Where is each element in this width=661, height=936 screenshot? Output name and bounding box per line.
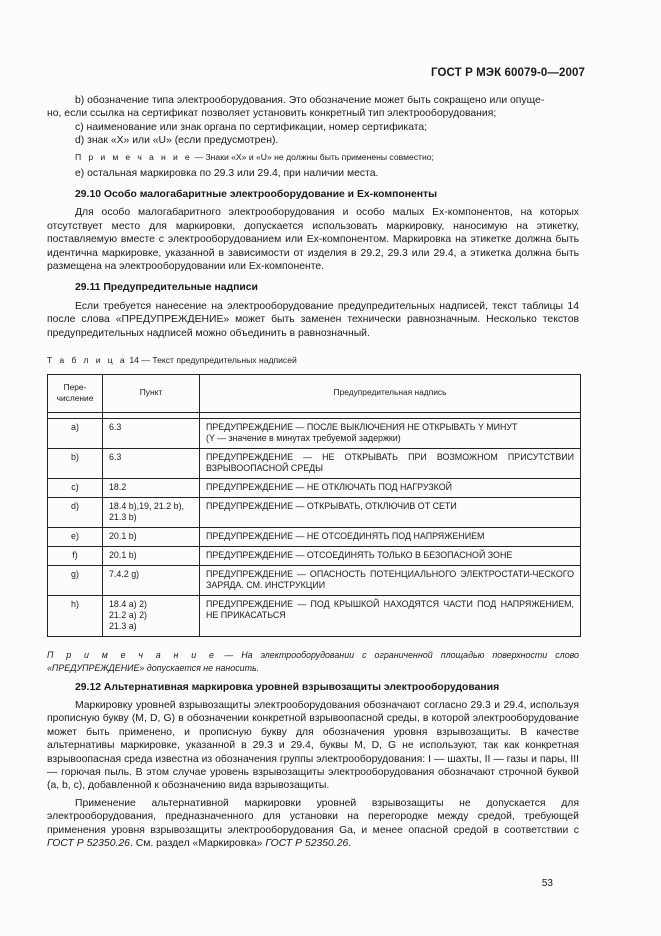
table-note-text: — На электрооборудовании с ограниченной площадью поверхности слово «ПРЕДУПРЕЖДЕНИЕ» допускается не наносить. bbox=[47, 649, 579, 673]
row-enum: d) bbox=[48, 497, 103, 527]
item-b-line2: но, если ссылка на сертификат позволяет установить конкретный тип электрооборудования; bbox=[47, 108, 497, 120]
table-row bbox=[48, 497, 581, 527]
table-row bbox=[48, 527, 581, 546]
row-warning: ПРЕДУПРЕЖДЕНИЕ — НЕ ОТКРЫВАТЬ ПРИ ВОЗМОЖНОМ ПРИСУТСТВИИ ВЗРЫВООПАСНОЙ СРЕДЫ bbox=[200, 448, 581, 478]
row-clause: 18.2 bbox=[103, 478, 200, 497]
header-clause: Пункт bbox=[103, 374, 200, 412]
note-label: П р и м е ч а н и е bbox=[75, 151, 193, 162]
document-header: ГОСТ Р МЭК 60079-0—2007 bbox=[431, 67, 585, 79]
table-row bbox=[48, 595, 581, 636]
row-enum: g) bbox=[48, 565, 103, 595]
header-warning: Предупредительная надпись bbox=[200, 374, 581, 412]
section-text-29-12-p2 bbox=[47, 797, 579, 851]
row-enum: f) bbox=[48, 546, 103, 565]
note-text: — Знаки «X» и «U» не должны быть применены совместно; bbox=[192, 151, 434, 162]
p2-part-a: Применение альтернативной маркировки уровней взрывозащиты не допускается для электрооборудования, предназначенного для установки на перегородке между средой, требующей применения уровня взрывозащиты электрооборудования Ga, и менее опасной средой в соответствии с bbox=[47, 797, 579, 836]
note-xu bbox=[47, 151, 579, 163]
table-note-label: П р и м е ч а н и е bbox=[47, 649, 217, 660]
item-b-line1: b) обозначение типа электрооборудования. Это обозначение может быть сокращено или опуще- bbox=[75, 95, 545, 106]
page-number: 53 bbox=[541, 878, 553, 889]
row-warning: ПРЕДУПРЕЖДЕНИЕ — ПОД КРЫШКОЙ НАХОДЯТСЯ ЧАСТИ ПОД НАПРЯЖЕНИЕМ, НЕ ПРИКАСАТЬСЯ bbox=[200, 595, 581, 636]
row-enum: c) bbox=[48, 478, 103, 497]
table-row bbox=[48, 546, 581, 565]
section-title-29-10: 29.10 Особо малогабаритные электрооборудование и Ex-компоненты bbox=[75, 189, 437, 201]
table-body bbox=[48, 412, 581, 636]
section-title-29-12: 29.12 Альтернативная маркировка уровней взрывозащиты электрооборудования bbox=[75, 681, 500, 693]
section-text-29-10: Для особо малогабаритного электрооборудования и особо малых Ex-компонентов, на которых отсутствует место для маркировки, допускается использовать маркировку, наносимую на этикетку, поставляемую вместе с электрооборудованием или Ex-компонентом. Маркировка на этикетке должна быть идентична маркировке, указанной в зависимости от изделия в 29.2, 29.3 или 29.4, а этикетка должна быть размещена на электрооборудовании или Ex-компоненте. bbox=[47, 207, 579, 273]
row-warning: ПРЕДУПРЕЖДЕНИЕ — НЕ ОТКЛЮЧАТЬ ПОД НАГРУЗКОЙ bbox=[200, 478, 581, 497]
table-row bbox=[48, 565, 581, 595]
row-warning: ПРЕДУПРЕЖДЕНИЕ — ОТКРЫВАТЬ, ОТКЛЮЧИВ ОТ СЕТИ bbox=[200, 497, 581, 527]
table-caption-text: 14 — Текст предупредительных надписей bbox=[127, 355, 297, 366]
row-clause: 20.1 b) bbox=[103, 527, 200, 546]
table-row bbox=[48, 418, 581, 448]
p2-part-c: . bbox=[348, 837, 352, 849]
row-enum: e) bbox=[48, 527, 103, 546]
table-note bbox=[47, 649, 579, 675]
row-enum: b) bbox=[48, 448, 103, 478]
item-c: c) наименование или знак органа по сертификации, номер сертификата; bbox=[75, 121, 428, 133]
page-content bbox=[47, 94, 579, 850]
p2-ref-2: ГОСТ Р 52350.26 bbox=[265, 837, 349, 849]
row-clause: 6.3 bbox=[103, 448, 200, 478]
row-clause: 18.4 a) 2) 21.2 a) 2) 21.3 a) bbox=[103, 595, 200, 636]
table-caption-label: Т а б л и ц а bbox=[47, 355, 127, 366]
row-enum: h) bbox=[48, 595, 103, 636]
table-row bbox=[48, 448, 581, 478]
row-clause: 20.1 b) bbox=[103, 546, 200, 565]
section-text-29-12-p1: Маркировку уровней взрывозащиты электрооборудования обозначают согласно 29.3 и 29.4, используя прописную букву (M, D, G) в обозначении конкретной взрывоопасной среды, в которой электрооборудование может быть применено, и прописную букву для обозначения уровня взрывозащиты. В качестве альтернативы маркировке, указанной в 29.3 и 29.4, буквы M, D, G не используют, так как конкретная взрывоопасная среда известна из обозначения группы электрооборудования: I — шахты, II — газы и пары, III — горючая пыль. В этом случае уровень взрывозащиты электрооборудования обозначают строчной буквой (a, b, c), добавленной к обозначению вида взрывозащиты. bbox=[47, 699, 579, 792]
item-d: d) знак «X» или «U» (если предусмотрен). bbox=[75, 135, 279, 147]
section-title-29-11: 29.11 Предупредительные надписи bbox=[75, 282, 258, 294]
row-clause: 7.4.2 g) bbox=[103, 565, 200, 595]
row-warning: ПРЕДУПРЕЖДЕНИЕ — ОПАСНОСТЬ ПОТЕНЦИАЛЬНОГО ЭЛЕКТРОСТАТИ-ЧЕСКОГО ЗАРЯДА. СМ. ИНСТРУКЦИИ bbox=[200, 565, 581, 595]
header-enum: Пере- числение bbox=[48, 374, 103, 412]
warnings-table bbox=[47, 374, 581, 637]
row-clause: 6.3 bbox=[103, 418, 200, 448]
table-header-row bbox=[48, 374, 581, 412]
row-warning: ПРЕДУПРЕЖДЕНИЕ — НЕ ОТСОЕДИНЯТЬ ПОД НАПРЯЖЕНИЕМ bbox=[200, 527, 581, 546]
row-warning: ПРЕДУПРЕЖДЕНИЕ — ПОСЛЕ ВЫКЛЮЧЕНИЯ НЕ ОТКРЫВАТЬ Y МИНУТ (Y — значение в минутах требуемой задержки) bbox=[200, 418, 581, 448]
item-e: e) остальная маркировка по 29.3 или 29.4, при наличии места. bbox=[75, 167, 379, 179]
row-warning: ПРЕДУПРЕЖДЕНИЕ — ОТСОЕДИНЯТЬ ТОЛЬКО В БЕЗОПАСНОЙ ЗОНЕ bbox=[200, 546, 581, 565]
row-clause: 18.4 b),19, 21.2 b), 21.3 b) bbox=[103, 497, 200, 527]
table-row bbox=[48, 478, 581, 497]
p2-part-b: . См. раздел «Маркировка» bbox=[129, 837, 266, 849]
table-caption bbox=[47, 354, 579, 367]
section-text-29-11: Если требуется нанесение на электрооборудование предупредительных надписей, текст таблицы 14 после слова «ПРЕДУПРЕЖДЕНИЕ» может быть заменен технически равнозначным. Несколько текстов предупредительных надписей можно объединить в равнозначный. bbox=[47, 300, 579, 339]
row-enum: a) bbox=[48, 418, 103, 448]
p2-ref-1: ГОСТ Р 52350.26 bbox=[47, 837, 130, 849]
